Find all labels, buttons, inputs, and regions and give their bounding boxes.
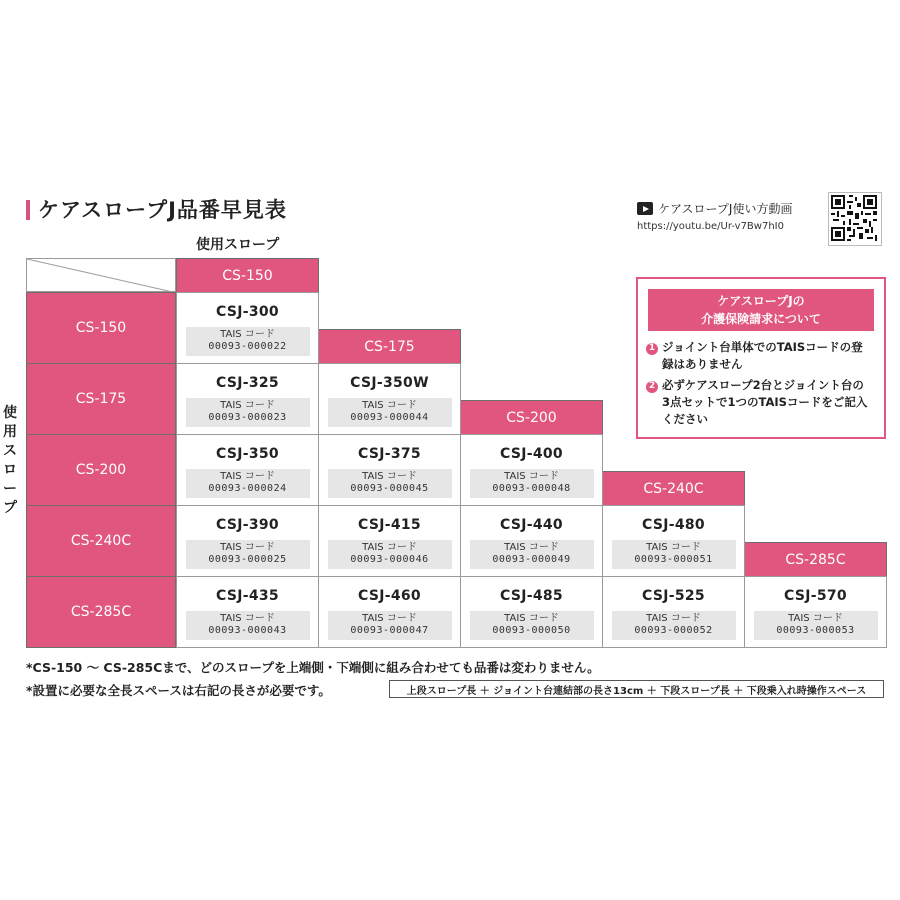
number-1-icon: 1 bbox=[646, 343, 658, 355]
tais-code-box bbox=[612, 611, 736, 640]
table-cell bbox=[460, 505, 603, 577]
tais-label: TAIS コード bbox=[646, 542, 701, 553]
length-formula-box: 上段スロープ長 ＋ ジョイント台連結部の長さ13cm ＋ 下段スロープ長 ＋ 下段乗入れ時操作スペース bbox=[389, 680, 884, 698]
table-cell bbox=[460, 434, 603, 506]
tais-code-box bbox=[328, 469, 452, 498]
axis-left-char: プ bbox=[3, 500, 17, 516]
tais-code-box bbox=[612, 540, 736, 569]
info-item-2 bbox=[646, 377, 878, 428]
product-code: CSJ-570 bbox=[784, 588, 847, 604]
tais-code-box bbox=[186, 398, 310, 427]
table-cell bbox=[176, 505, 319, 577]
product-code: CSJ-400 bbox=[500, 446, 563, 462]
tais-code-number: 00093-000043 bbox=[208, 625, 287, 636]
product-code: CSJ-390 bbox=[216, 517, 279, 533]
tais-code-number: 00093-000052 bbox=[634, 625, 713, 636]
insurance-info-box bbox=[636, 277, 886, 439]
info-box-heading bbox=[648, 289, 874, 331]
product-code: CSJ-525 bbox=[642, 588, 705, 604]
row-header: CS-175 bbox=[26, 363, 176, 435]
info-item-2-line1: 必ずケアスロープ2台とジョイント台の bbox=[662, 378, 864, 392]
tais-code-box bbox=[186, 540, 310, 569]
tais-code-box bbox=[470, 540, 594, 569]
tais-label: TAIS コード bbox=[362, 613, 417, 624]
table-cell bbox=[176, 576, 319, 648]
row-header: CS-240C bbox=[26, 505, 176, 577]
corner-diagonal-cell bbox=[26, 258, 176, 292]
table-cell bbox=[602, 505, 745, 577]
row-header: CS-150 bbox=[26, 292, 176, 364]
video-url[interactable]: https://youtu.be/Ur-v7Bw7hI0 bbox=[637, 221, 784, 232]
qr-code-icon[interactable] bbox=[828, 192, 882, 246]
tais-label: TAIS コード bbox=[788, 613, 843, 624]
tais-code-number: 00093-000044 bbox=[350, 412, 429, 423]
note-space: *設置に必要な全長スペースは右記の長さが必要です。 bbox=[26, 683, 331, 698]
tais-label: TAIS コード bbox=[646, 613, 701, 624]
tais-label: TAIS コード bbox=[504, 613, 559, 624]
tais-code-number: 00093-000049 bbox=[492, 554, 571, 565]
axis-top-label: 使用スロープ bbox=[196, 237, 280, 253]
product-code: CSJ-485 bbox=[500, 588, 563, 604]
column-header: CS-240C bbox=[602, 471, 745, 506]
tais-label: TAIS コード bbox=[220, 329, 275, 340]
tais-code-number: 00093-000024 bbox=[208, 483, 287, 494]
tais-code-number: 00093-000051 bbox=[634, 554, 713, 565]
table-cell bbox=[318, 576, 461, 648]
video-link[interactable] bbox=[637, 200, 792, 217]
tais-code-number: 00093-000046 bbox=[350, 554, 429, 565]
product-code: CSJ-350 bbox=[216, 446, 279, 462]
product-code: CSJ-325 bbox=[216, 375, 279, 391]
product-code: CSJ-435 bbox=[216, 588, 279, 604]
tais-code-number: 00093-000047 bbox=[350, 625, 429, 636]
table-cell bbox=[176, 292, 319, 364]
axis-left-char: ー bbox=[3, 481, 17, 497]
tais-code-box bbox=[470, 611, 594, 640]
info-item-1-line1: ジョイント台単体でのTAISコードの登 bbox=[662, 340, 863, 354]
diagonal-line bbox=[27, 259, 176, 292]
info-item-1-line2: 録はありません bbox=[662, 357, 743, 371]
number-2-icon: 2 bbox=[646, 381, 658, 393]
tais-code-box bbox=[328, 398, 452, 427]
tais-code-number: 00093-000050 bbox=[492, 625, 571, 636]
tais-label: TAIS コード bbox=[220, 471, 275, 482]
tais-label: TAIS コード bbox=[362, 400, 417, 411]
tais-label: TAIS コード bbox=[362, 542, 417, 553]
tais-label: TAIS コード bbox=[220, 613, 275, 624]
tais-code-box bbox=[470, 469, 594, 498]
title-accent-bar bbox=[26, 200, 30, 220]
table-cell bbox=[176, 434, 319, 506]
note-combination: *CS-150 ～ CS-285Cまで、どのスロープを上端側・下端側に組み合わせても品番は変わりません。 bbox=[26, 660, 600, 675]
info-item-2-line2: 3点セットで1つのTAISコードをご記入 bbox=[662, 395, 868, 409]
product-code: CSJ-415 bbox=[358, 517, 421, 533]
tais-label: TAIS コード bbox=[362, 471, 417, 482]
column-header: CS-200 bbox=[460, 400, 603, 435]
info-heading-line2: 介護保険請求について bbox=[701, 312, 821, 326]
tais-code-number: 00093-000053 bbox=[776, 625, 855, 636]
axis-left-char: 使 bbox=[3, 405, 17, 421]
tais-code-number: 00093-000048 bbox=[492, 483, 571, 494]
tais-code-number: 00093-000022 bbox=[208, 341, 287, 352]
row-header: CS-285C bbox=[26, 576, 176, 648]
table-cell bbox=[318, 363, 461, 435]
page-title: ケアスロープJ品番早見表 bbox=[38, 198, 287, 222]
info-item-1 bbox=[646, 339, 878, 373]
product-code: CSJ-375 bbox=[358, 446, 421, 462]
table-cell bbox=[602, 576, 745, 648]
tais-code-number: 00093-000025 bbox=[208, 554, 287, 565]
column-header: CS-175 bbox=[318, 329, 461, 364]
tais-code-number: 00093-000045 bbox=[350, 483, 429, 494]
info-heading-line1: ケアスロープJの bbox=[717, 294, 805, 308]
row-header: CS-200 bbox=[26, 434, 176, 506]
tais-label: TAIS コード bbox=[504, 471, 559, 482]
axis-left-char: ス bbox=[3, 443, 17, 459]
tais-code-number: 00093-000023 bbox=[208, 412, 287, 423]
axis-left-char: 用 bbox=[3, 424, 17, 440]
tais-code-box bbox=[328, 611, 452, 640]
table-cell bbox=[318, 505, 461, 577]
tais-label: TAIS コード bbox=[220, 400, 275, 411]
table-cell bbox=[176, 363, 319, 435]
product-code: CSJ-480 bbox=[642, 517, 705, 533]
tais-code-box bbox=[186, 469, 310, 498]
column-header: CS-285C bbox=[744, 542, 887, 577]
axis-left-label bbox=[0, 404, 20, 518]
product-code: CSJ-350W bbox=[350, 375, 429, 391]
tais-code-box bbox=[754, 611, 878, 640]
product-code: CSJ-440 bbox=[500, 517, 563, 533]
column-header: CS-150 bbox=[176, 258, 319, 293]
table-cell bbox=[318, 434, 461, 506]
tais-code-box bbox=[328, 540, 452, 569]
table-cell bbox=[460, 576, 603, 648]
axis-left-char: ロ bbox=[3, 462, 17, 478]
tais-code-box bbox=[186, 611, 310, 640]
table-cell bbox=[744, 576, 887, 648]
product-code: CSJ-300 bbox=[216, 304, 279, 320]
tais-label: TAIS コード bbox=[220, 542, 275, 553]
info-item-2-line3: ください bbox=[662, 412, 708, 426]
product-code: CSJ-460 bbox=[358, 588, 421, 604]
video-label: ケアスロープJ使い方動画 bbox=[658, 202, 793, 216]
tais-label: TAIS コード bbox=[504, 542, 559, 553]
tais-code-box bbox=[186, 327, 310, 356]
video-play-icon bbox=[637, 202, 653, 215]
